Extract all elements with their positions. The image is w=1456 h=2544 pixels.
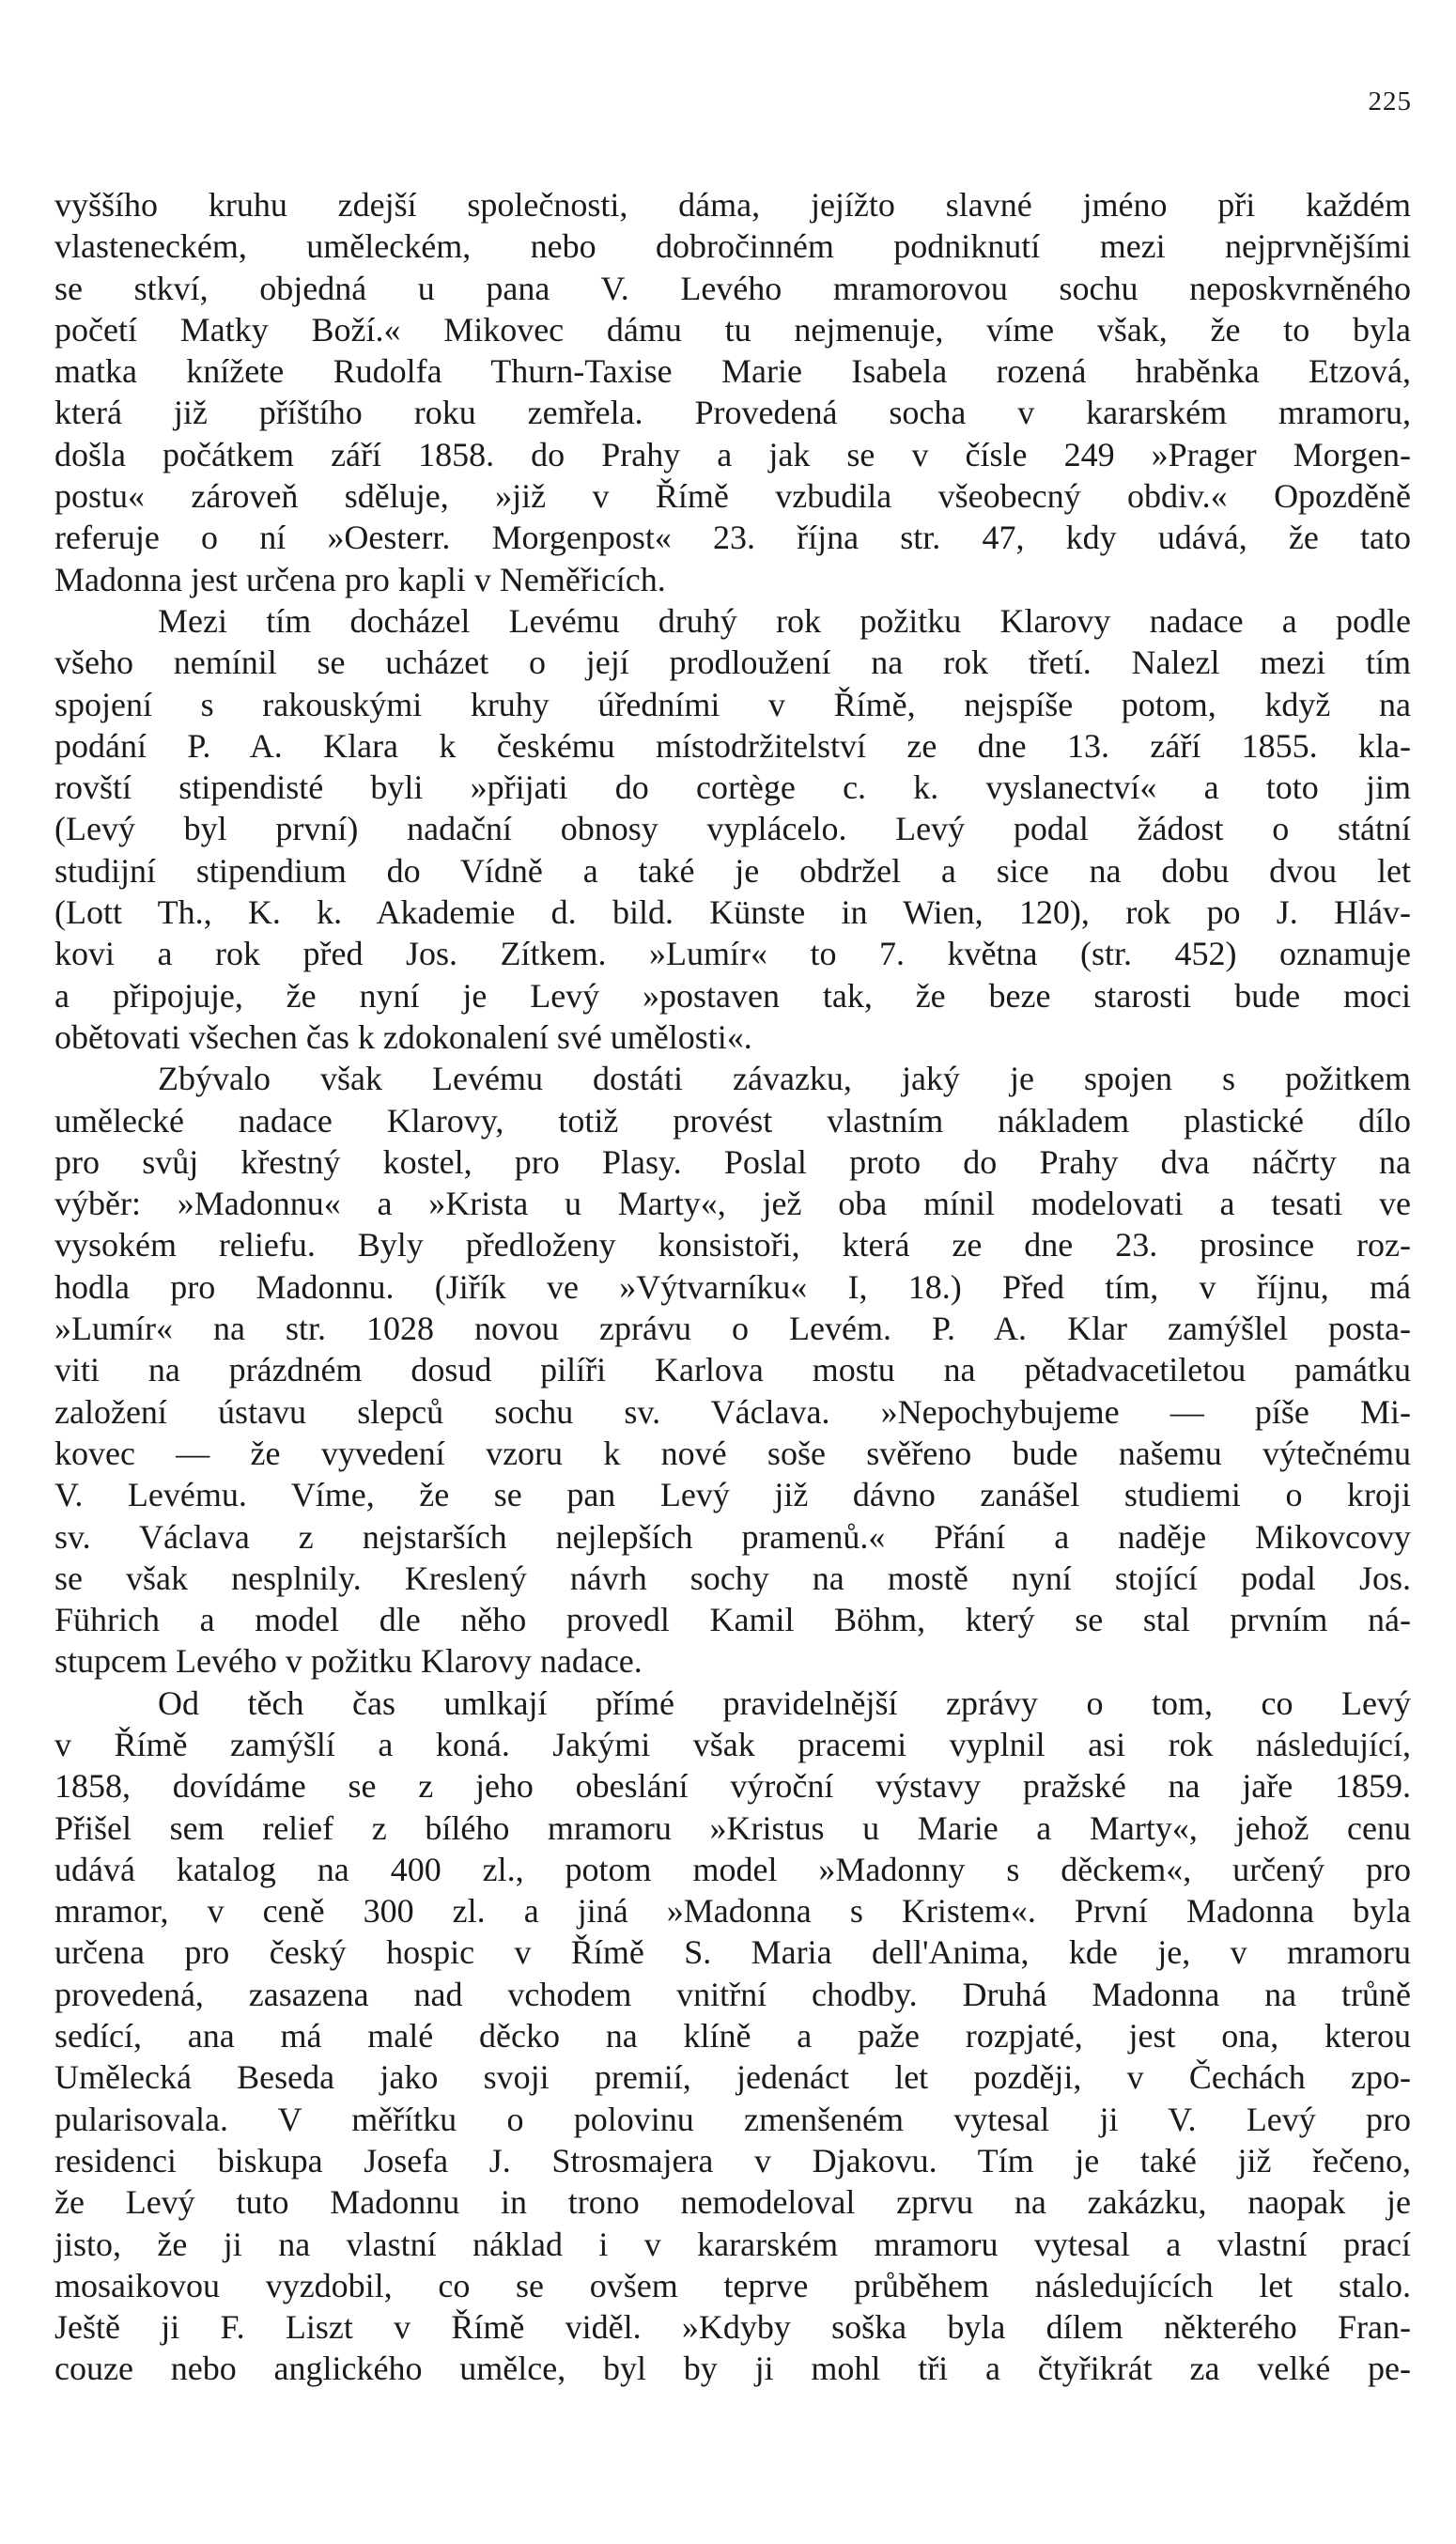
text-line: výběr: »Madonnu« a »Krista u Marty«, jež oba mínil modelovati a tesati ve xyxy=(54,1185,1411,1223)
text-line: kovec — že vyvedení vzoru k nové soše svěřeno bude našemu výtečnému xyxy=(54,1434,1411,1472)
text-line: založení ústavu slepců sochu sv. Václava. »Nepochybujeme — píše Mi- xyxy=(54,1392,1411,1431)
text-line: Umělecká Beseda jako svoji premií, jedenáct let později, v Čechách zpo- xyxy=(54,2058,1411,2097)
text-line: podání P. A. Klara k českému místodržitelství ze dne 13. září 1855. kla- xyxy=(54,726,1411,765)
text-line: pularisovala. V měřítku o polovinu zmenšeném vytesal ji V. Levý pro xyxy=(54,2100,1411,2138)
text-line: se stkví, objedná u pana V. Levého mramorovou sochu neposkvrněného xyxy=(54,269,1411,307)
text-line: v Římě zamýšlí a koná. Jakými však pracemi vyplnil asi rok následující, xyxy=(54,1725,1411,1763)
paragraph xyxy=(54,1683,1411,2390)
text-line: 1858, dovídáme se z jeho obeslání výroční výstavy pražské na jaře 1859. xyxy=(54,1767,1411,1806)
paragraph xyxy=(54,184,1411,600)
text-line: jisto, že ji na vlastní náklad i v kararském mramoru vytesal a vlastní prací xyxy=(54,2225,1411,2263)
page-number: 225 xyxy=(1368,86,1412,116)
text-line: (Levý byl první) nadační obnosy vyplácelo. Levý podal žádost o státní xyxy=(54,810,1411,848)
text-line: mramor, v ceně 300 zl. a jiná »Madonna s Kristem«. První Madonna byla xyxy=(54,1892,1411,1931)
text-line: mosaikovou vyzdobil, co se ovšem teprve průběhem následujících let stalo. xyxy=(54,2266,1411,2304)
text-line: V. Levému. Víme, že se pan Levý již dávno zanášel studiemi o kroji xyxy=(54,1476,1411,1514)
body-text xyxy=(54,184,1411,2390)
text-line: couze nebo anglického umělce, byl by ji mohl tři a čtyřikrát za velké pe- xyxy=(54,2350,1411,2388)
text-line: rovští stipendisté byli »přijati do cortège c. k. vyslanectví« a toto jim xyxy=(54,768,1411,807)
text-line: sedící, ana má malé děcko na klíně a paže rozpjaté, jest ona, kterou xyxy=(54,2017,1411,2055)
text-line: Mezi tím docházel Levému druhý rok požitku Klarovy nadace a podle xyxy=(158,601,1411,640)
text-line: která již příštího roku zemřela. Provedená socha v kararském mramoru, xyxy=(54,394,1411,432)
text-line: Od těch čas umlkají přímé pravidelnější zprávy o tom, co Levý xyxy=(158,1683,1411,1722)
text-line: obětovati všechen čas k zdokonalení své umělosti«. xyxy=(54,1017,752,1056)
text-line: vlasteneckém, uměleckém, nebo dobročinném podniknutí mezi nejprvnějšími xyxy=(54,227,1411,266)
text-line: matka knížete Rudolfa Thurn-Taxise Marie Isabela rozená hraběnka Etzová, xyxy=(54,352,1411,391)
text-line: že Levý tuto Madonnu in trono nemodeloval zprvu na zakázku, naopak je xyxy=(54,2183,1411,2222)
text-line: umělecké nadace Klarovy, totiž provést vlastním nákladem plastické dílo xyxy=(54,1101,1411,1140)
text-line: došla počátkem září 1858. do Prahy a jak se v čísle 249 »Prager Morgen- xyxy=(54,435,1411,473)
text-line: pro svůj křestný kostel, pro Plasy. Poslal proto do Prahy dva náčrty na xyxy=(54,1142,1411,1181)
text-line: Přišel sem relief z bílého mramoru »Kristus u Marie a Marty«, jehož cenu xyxy=(54,1808,1411,1847)
text-line: referuje o ní »Oesterr. Morgenpost« 23. října str. 47, kdy udává, že tato xyxy=(54,519,1411,557)
text-line: a připojuje, že nyní je Levý »postaven tak, že beze starosti bude moci xyxy=(54,976,1411,1015)
text-line: sv. Václava z nejstarších nejlepších pramenů.« Přání a naděje Mikovcovy xyxy=(54,1517,1411,1556)
text-line: postu« zároveň sděluje, »již v Římě vzbudila všeobecný obdiv.« Opozděně xyxy=(54,477,1411,516)
text-line: stupcem Levého v požitku Klarovy nadace. xyxy=(54,1642,643,1681)
text-line: vyššího kruhu zdejší společnosti, dáma, jejížto slavné jméno při každém xyxy=(54,186,1411,224)
text-line: Madonna jest určena pro kapli v Neměřicích. xyxy=(54,560,666,598)
text-line: (Lott Th., K. k. Akademie d. bild. Künste in Wien, 120), rok po J. Hláv- xyxy=(54,893,1411,932)
paragraph xyxy=(54,600,1411,1058)
paragraph xyxy=(54,1058,1411,1682)
text-line: Zbývalo však Levému dostáti závazku, jaký je spojen s požitkem xyxy=(158,1060,1411,1098)
text-line: hodla pro Madonnu. (Jiřík ve »Výtvarníku« I, 18.) Před tím, v říjnu, má xyxy=(54,1267,1411,1306)
text-line: určena pro český hospic v Římě S. Maria dell'Anima, kde je, v mramoru xyxy=(54,1933,1411,1972)
text-line: udává katalog na 400 zl., potom model »Madonny s děckem«, určený pro xyxy=(54,1850,1411,1888)
text-line: studijní stipendium do Vídně a také je obdržel a sice na dobu dvou let xyxy=(54,851,1411,890)
text-line: vysokém reliefu. Byly předloženy konsistoři, která ze dne 23. prosince roz- xyxy=(54,1226,1411,1264)
text-line: všeho nemínil se ucházet o její prodloužení na rok třetí. Nalezl mezi tím xyxy=(54,644,1411,682)
text-line: početí Matky Boží.« Mikovec dámu tu nejmenuje, víme však, že to byla xyxy=(54,310,1411,349)
text-line: residenci biskupa Josefa J. Strosmajera v Djakovu. Tím je také již řečeno, xyxy=(54,2141,1411,2179)
text-line: provedená, zasazena nad vchodem vnitřní chodby. Druhá Madonna na trůně xyxy=(54,1975,1411,2013)
text-line: »Lumír« na str. 1028 novou zprávu o Levém. P. A. Klar zamýšlel posta- xyxy=(54,1310,1411,1348)
text-line: spojení s rakouskými kruhy úředními v Římě, nejspíše potom, když na xyxy=(54,685,1411,723)
text-line: Führich a model dle něho provedl Kamil Böhm, který se stal prvním ná- xyxy=(54,1601,1411,1639)
text-line: kovi a rok před Jos. Zítkem. »Lumír« to 7. května (str. 452) oznamuje xyxy=(54,935,1411,973)
text-line: Ještě ji F. Liszt v Římě viděl. »Kdyby soška byla dílem některého Fran- xyxy=(54,2308,1411,2347)
text-line: se však nesplnily. Kreslený návrh sochy na mostě nyní stojící podal Jos. xyxy=(54,1559,1411,1597)
text-line: viti na prázdném dosud pilíři Karlova mostu na pětadvacetiletou památku xyxy=(54,1351,1411,1389)
